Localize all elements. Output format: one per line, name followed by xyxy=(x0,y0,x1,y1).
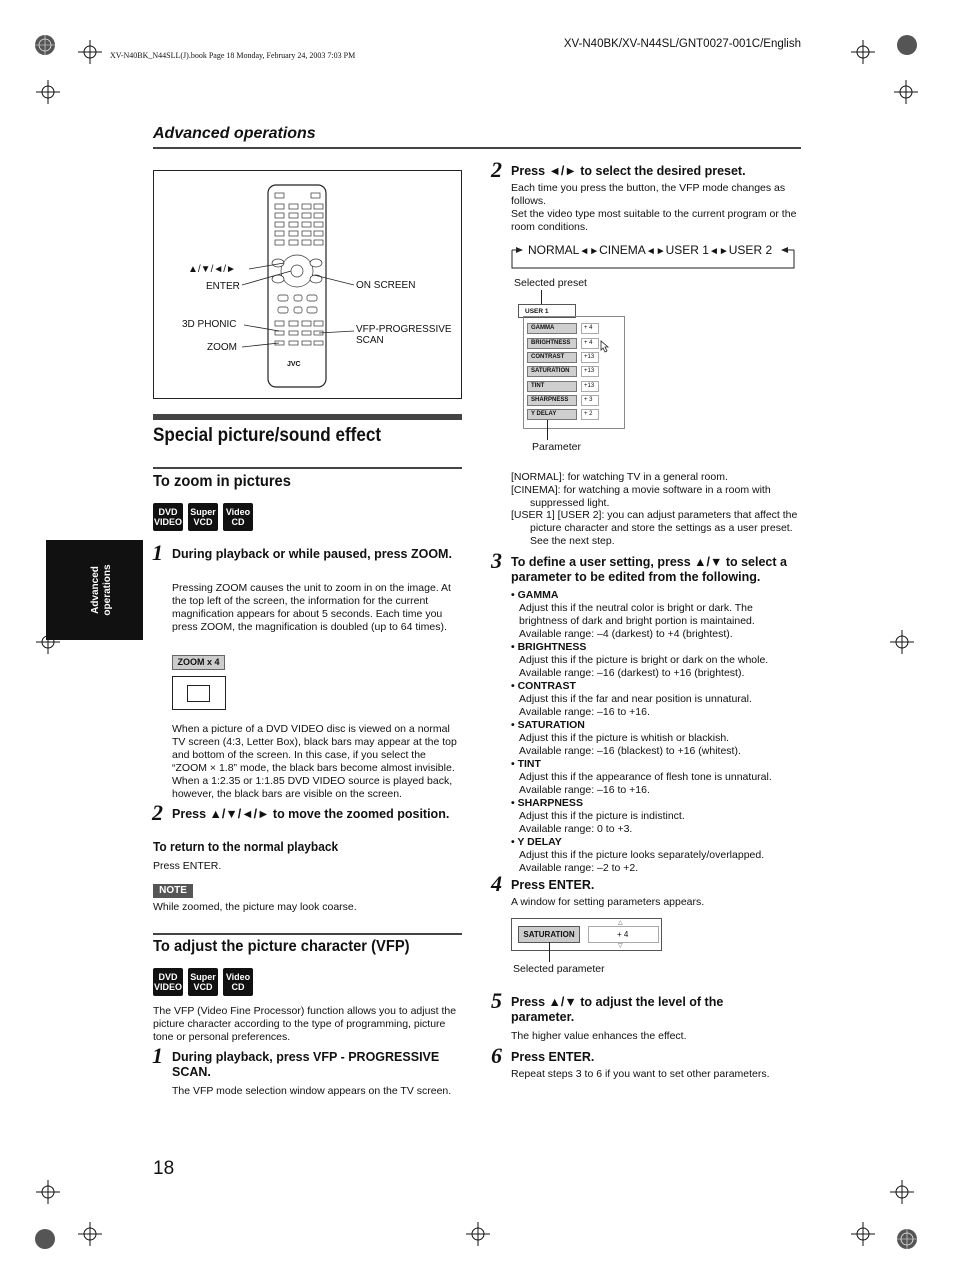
param-gamma-desc: Adjust this if the neutral color is bright or dark. The brightness of dark and bright portion is maintained. xyxy=(519,602,755,627)
zoom-indicator: ZOOM x 4 xyxy=(172,655,225,670)
note-body: While zoomed, the picture may look coarse. xyxy=(153,901,357,913)
registration-mark-icon xyxy=(896,1228,918,1250)
cycle-cinema: CINEMA xyxy=(599,243,646,257)
param-ydelay-range: Available range: –2 to +2. xyxy=(519,862,639,874)
menu-item-contrast: CONTRAST xyxy=(527,352,577,363)
vfp-step2-head: Press ◄/► to select the desired preset. xyxy=(511,164,746,178)
badge-vcd-top: Video xyxy=(225,972,251,982)
badge-svcd-bottom: VCD xyxy=(193,982,213,992)
crosshair-icon xyxy=(890,1180,914,1204)
vfp-rule xyxy=(153,933,462,935)
step-number: 3 xyxy=(491,548,502,573)
zoom-screen-inner xyxy=(187,685,210,702)
down-arrow-icon: ▽ xyxy=(618,943,623,949)
vfp-step4-body: A window for setting parameters appears. xyxy=(511,896,705,908)
vfp-step6-body: Repeat steps 3 to 6 if you want to set other parameters. xyxy=(511,1068,770,1080)
model-line: XV-N40BK/XV-N44SL/GNT0027-001C/English xyxy=(563,38,801,50)
badge-dvd-top: DVD xyxy=(158,507,178,517)
cycle-user2: USER 2 xyxy=(728,243,773,257)
zoom-step2-head: Press ▲/▼/◄/► to move the zoomed position. xyxy=(172,807,450,821)
menu-item-brightness: BRIGHTNESS xyxy=(527,338,577,349)
crosshair-icon xyxy=(894,80,918,104)
zoom-step1-head: During playback or while paused, press ZOOM. xyxy=(172,547,452,561)
side-tab xyxy=(46,540,143,640)
preset-cycle-diagram xyxy=(511,240,795,269)
step-number: 2 xyxy=(491,157,502,182)
leader-line xyxy=(541,290,542,304)
crosshair-icon xyxy=(36,1180,60,1204)
step-number: 2 xyxy=(152,800,163,825)
step-number: 1 xyxy=(152,540,163,565)
crosshair-icon xyxy=(890,630,914,654)
vfp-step5-head: Press ▲/▼ to adjust the level of the parameter. xyxy=(511,995,724,1024)
remote-control-icon xyxy=(154,171,463,400)
menu-item-tint: TINT xyxy=(527,381,577,392)
section-rule xyxy=(153,147,801,149)
vfp-menu-title: USER 1 xyxy=(518,304,576,318)
vfp-step1-head: During playback, press VFP - PROGRESSIVE SCAN. xyxy=(172,1050,440,1079)
menu-item-gamma: GAMMA xyxy=(527,323,577,334)
zoom-title: To zoom in pictures xyxy=(153,473,291,490)
vfp-menu-illustration xyxy=(517,303,627,431)
section-title: Advanced operations xyxy=(153,125,316,142)
badge-vcd-top: Video xyxy=(225,507,251,517)
zoom-rule xyxy=(153,467,462,469)
param-brightness-desc: Adjust this if the picture is bright or dark on the whole. xyxy=(519,654,769,666)
menu-value-tint: +13 xyxy=(581,381,599,392)
crosshair-icon xyxy=(851,1222,875,1246)
video-cd-badge xyxy=(223,968,253,996)
selected-parameter-label: Selected parameter xyxy=(513,963,605,975)
badge-dvd-bottom: VIDEO xyxy=(153,982,182,992)
badge-svcd-bottom: VCD xyxy=(193,517,213,527)
desc-cinema: [CINEMA]: for watching a movie software in a room with suppressed light. xyxy=(511,484,771,509)
vfp-step2-body2: Set the video type most suitable to the current program or the room conditions. xyxy=(511,208,797,233)
bidir-arrow-icon: ◄► xyxy=(645,246,666,257)
param-sharpness-desc: Adjust this if the picture is indistinct. xyxy=(519,810,685,822)
cycle-normal: NORMAL xyxy=(528,243,580,257)
crosshair-icon xyxy=(851,40,875,64)
menu-value-sharpness: + 3 xyxy=(581,395,599,406)
badge-svcd-top: Super xyxy=(190,507,216,517)
param-tint-range: Available range: –16 to +16. xyxy=(519,784,650,796)
step-number: 4 xyxy=(491,871,502,896)
return-body: Press ENTER. xyxy=(153,860,222,872)
cursor-hand-icon xyxy=(599,340,611,354)
registration-mark-icon xyxy=(34,34,56,56)
registration-mark-icon xyxy=(34,1228,56,1250)
step-number: 5 xyxy=(491,988,502,1013)
badge-vcd-bottom: CD xyxy=(231,982,245,992)
menu-value-y-delay: + 2 xyxy=(581,409,599,420)
menu-value-gamma: + 4 xyxy=(581,323,599,334)
remote-brand-logo: JVC xyxy=(287,361,301,368)
remote-label-vfp: VFP-PROGRESSIVE SCAN xyxy=(356,324,452,346)
param-contrast-title: • CONTRAST xyxy=(511,680,576,692)
badge-svcd-top: Super xyxy=(190,972,216,982)
param-brightness-title: • BRIGHTNESS xyxy=(511,641,587,653)
menu-item-sharpness: SHARPNESS xyxy=(527,395,577,406)
remote-illustration xyxy=(153,170,462,399)
param-ydelay-desc: Adjust this if the picture looks separately/overlapped. xyxy=(519,849,765,861)
param-tint-desc: Adjust this if the appearance of flesh tone is unnatural. xyxy=(519,771,772,783)
menu-value-brightness: + 4 xyxy=(581,338,599,349)
menu-item-y-delay: Y DELAY xyxy=(527,409,577,420)
desc-normal: [NORMAL]: for watching TV in a general room. xyxy=(511,471,728,483)
crosshair-icon xyxy=(78,1222,102,1246)
zoom-dvd-note: When a picture of a DVD VIDEO disc is viewed on a normal TV screen (4:3, Letter Box), black bars may appear at the top and bottom of the screen. In this case, if you select the “ZOOM × 1.8” mode, the black bars become almost invisible. When a 1:2.35 or 1:1.85 DVD VIDEO source is played back, however, the black bars are visible on the screen. xyxy=(172,723,457,800)
registration-mark-icon xyxy=(896,34,918,56)
cycle-items xyxy=(528,243,772,257)
return-title: To return to the normal playback xyxy=(153,839,339,854)
param-ydelay-title: • Y DELAY xyxy=(511,836,562,848)
param-list xyxy=(511,589,801,875)
step-number: 6 xyxy=(491,1043,502,1068)
remote-label-arrows: ▲/▼/◄/► xyxy=(188,264,236,275)
param-saturation-range: Available range: –16 (blackest) to +16 (whitest). xyxy=(519,745,741,757)
menu-value-contrast: +13 xyxy=(581,352,599,363)
remote-label-on-screen: ON SCREEN xyxy=(356,280,416,291)
vfp-intro: The VFP (Video Fine Processor) function allows you to adjust the picture character according to the type of programming, picture tone or personal preferences. xyxy=(153,1005,457,1043)
vfp-step6-head: Press ENTER. xyxy=(511,1050,595,1064)
up-arrow-icon: △ xyxy=(618,920,623,926)
parameter-window-value: + 4 xyxy=(588,926,659,943)
param-saturation-title: • SATURATION xyxy=(511,719,585,731)
title-rule xyxy=(153,414,462,420)
super-vcd-badge xyxy=(188,503,218,531)
selected-preset-label: Selected preset xyxy=(514,277,587,289)
note-label: NOTE xyxy=(153,884,193,898)
vfp-step5-body: The higher value enhances the effect. xyxy=(511,1030,687,1042)
vfp-step2-body1: Each time you press the button, the VFP mode changes as follows. xyxy=(511,182,786,207)
step-number: 1 xyxy=(152,1043,163,1068)
badge-dvd-bottom: VIDEO xyxy=(153,517,182,527)
crosshair-icon xyxy=(36,80,60,104)
param-gamma-range: Available range: –4 (darkest) to +4 (brightest). xyxy=(519,628,733,640)
side-tab-label: Advanced operations xyxy=(90,564,113,616)
vfp-step1-body: The VFP mode selection window appears on the TV screen. xyxy=(172,1085,452,1097)
param-brightness-range: Available range: –16 (darkest) to +16 (brightest). xyxy=(519,667,745,679)
leader-line xyxy=(547,420,548,440)
menu-value-saturation: +13 xyxy=(581,366,599,377)
param-contrast-desc: Adjust this if the far and near position is unnatural. xyxy=(519,693,752,705)
page-number: 18 xyxy=(153,1158,175,1179)
remote-label-enter: ENTER xyxy=(206,281,240,292)
cycle-user1: USER 1 xyxy=(665,243,709,257)
book-info-line: XV-N40BK_N44SLL(J).book Page 18 Monday, February 24, 2003 7:03 PM xyxy=(110,51,356,60)
dvd-video-badge xyxy=(153,503,183,531)
crosshair-icon xyxy=(78,40,102,64)
main-title: Special picture/sound effect xyxy=(153,425,382,446)
crosshair-icon xyxy=(466,1222,490,1246)
video-cd-badge xyxy=(223,503,253,531)
param-gamma-title: • GAMMA xyxy=(511,589,559,601)
vfp-title: To adjust the picture character (VFP) xyxy=(153,938,410,955)
param-saturation-desc: Adjust this if the picture is whitish or blackish. xyxy=(519,732,730,744)
zoom-step1-body: Pressing ZOOM causes the unit to zoom in on the image. At the top left of the screen, the information for the current magnification appears for about 5 seconds. Each time you press ZOOM, the magnification is doubled (up to 64 times). xyxy=(172,582,451,633)
desc-user: [USER 1] [USER 2]: you can adjust parameters that affect the picture character and store the settings as a user preset. See the next step. xyxy=(511,509,798,547)
vfp-step3-head: To define a user setting, press ▲/▼ to select a parameter to be edited from the following. xyxy=(511,555,787,584)
parameter-label: Parameter xyxy=(532,441,582,453)
zoom-screen xyxy=(172,676,226,710)
bidir-arrow-icon: ◄► xyxy=(708,246,729,257)
leader-line xyxy=(549,942,550,962)
super-vcd-badge xyxy=(188,968,218,996)
badge-vcd-bottom: CD xyxy=(231,517,245,527)
menu-item-saturation: SATURATION xyxy=(527,366,577,377)
vfp-step4-head: Press ENTER. xyxy=(511,878,595,892)
badge-dvd-top: DVD xyxy=(158,972,178,982)
bidir-arrow-icon: ◄► xyxy=(579,246,600,257)
param-sharpness-range: Available range: 0 to +3. xyxy=(519,823,633,835)
param-tint-title: • TINT xyxy=(511,758,541,770)
remote-label-3d-phonic: 3D PHONIC xyxy=(182,319,237,330)
remote-label-zoom: ZOOM xyxy=(207,342,237,353)
param-contrast-range: Available range: –16 to +16. xyxy=(519,706,650,718)
param-sharpness-title: • SHARPNESS xyxy=(511,797,583,809)
parameter-window xyxy=(511,918,662,951)
dvd-video-badge xyxy=(153,968,183,996)
parameter-window-label: SATURATION xyxy=(518,926,580,943)
